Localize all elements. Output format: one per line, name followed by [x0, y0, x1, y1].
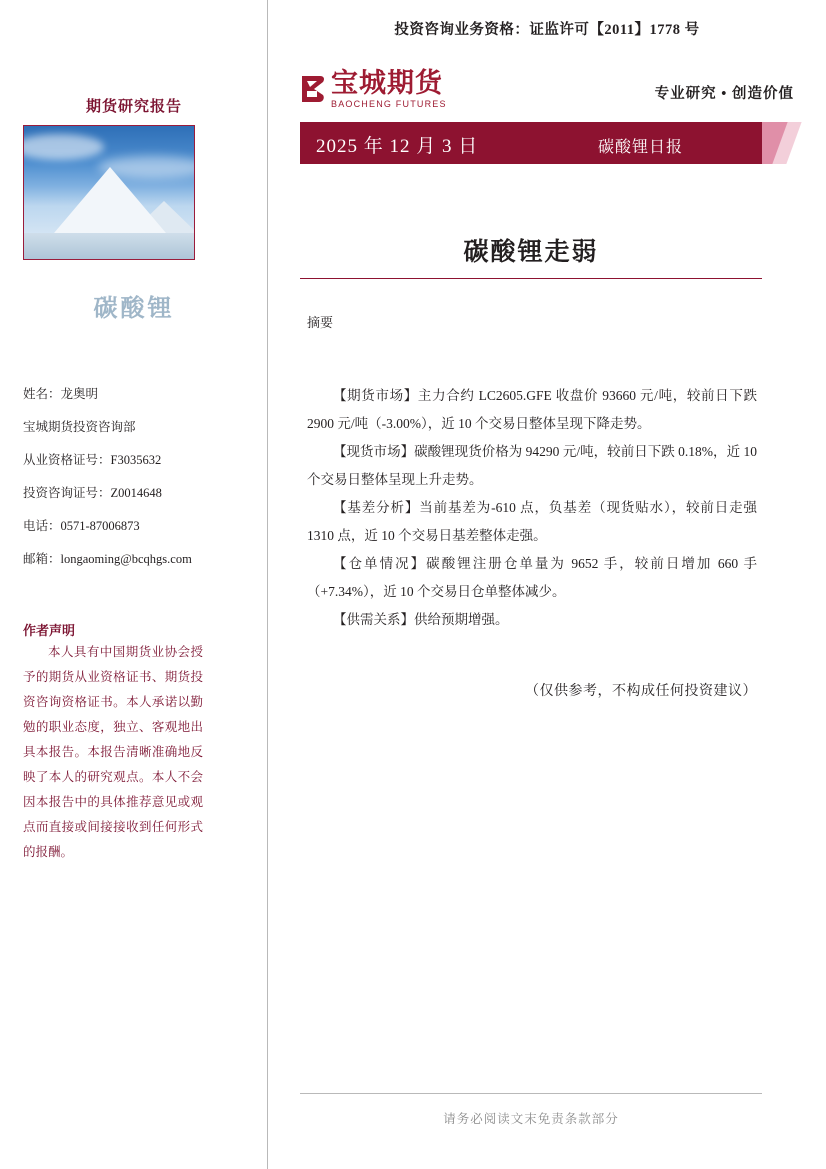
author-department: 宝城期货投资咨询部: [23, 420, 136, 434]
paragraph-futures-market: 【期货市场】主力合约 LC2605.GFE 收盘价 93660 元/吨，较前日下跌 2900 元/吨（-3.00%），近 10 个交易日整体呈现下降走势。: [307, 388, 757, 431]
abstract-body: [307, 382, 757, 634]
brand-row: [300, 68, 794, 114]
abstract-label: 摘要: [307, 315, 334, 330]
paragraph-supply-demand: 【供需关系】供给预期增强。: [333, 612, 509, 627]
company-slogan: 专业研究 • 创造价值: [654, 86, 794, 102]
qualification-line: 投资咨询业务资格：证监许可【2011】1778 号: [394, 22, 700, 38]
logo-text-en: BAOCHENG FUTURES: [331, 99, 447, 109]
author-phone: 电话：0571-87006873: [23, 519, 140, 533]
cloud-shape: [23, 134, 104, 160]
author-info-block: [23, 378, 248, 576]
cover-mountain-image: [23, 125, 195, 260]
banner-date: 2025 年 12 月 3 日: [316, 136, 479, 157]
cover-caption: 碳酸锂: [93, 295, 175, 322]
title-divider: [300, 278, 762, 279]
paragraph-basis-analysis: 【基差分析】当前基差为-610 点，负基差（现货贴水），较前日走强 1310 点，近 10 个交易日基差整体走强。: [307, 500, 757, 543]
mountain-ridge: [24, 233, 195, 259]
author-practice-license: 从业资格证号：F3035632: [23, 453, 162, 467]
baocheng-logo-icon: [300, 74, 326, 104]
paragraph-spot-market: 【现货市场】碳酸锂现货价格为 94290 元/吨，较前日下跌 0.18%，近 10 个交易日整体呈现上升走势。: [307, 444, 757, 487]
sidebar-title: 期货研究报告: [85, 99, 182, 115]
declaration-body: 本人具有中国期货业协会授予的期货从业资格证书、期货投资咨询资格证书。本人承诺以勤勉的职业态度，独立、客观地出具本报告。本报告清晰准确地反映了本人的研究观点。本人不会因本报告中的具体推荐意见或观点而直接或间接接收到任何形式的报酬。: [23, 645, 203, 859]
main-content: [268, 0, 826, 1169]
disclaimer-note: （仅供参考，不构成任何投资建议）: [525, 684, 757, 699]
page-title: 碳酸锂走弱: [463, 239, 599, 266]
footer-text: 请务必阅读文末免责条款部分: [443, 1112, 619, 1126]
footer-divider: [300, 1093, 762, 1094]
logo-text-cn: 宝城期货: [331, 68, 443, 98]
declaration-title: 作者声明: [23, 623, 76, 638]
author-email: 邮箱：longaoming@bcqhgs.com: [23, 552, 192, 566]
company-logo: [300, 68, 447, 109]
sidebar: [0, 0, 268, 1169]
paragraph-warehouse-receipts: 【仓单情况】碳酸锂注册仓单量为 9652 手，较前日增加 660 手（+7.34%），近 10 个交易日仓单整体减少。: [307, 556, 757, 599]
report-banner: [268, 122, 826, 164]
author-name: 姓名：龙奥明: [23, 387, 99, 401]
author-consulting-license: 投资咨询证号：Z0014648: [23, 486, 162, 500]
banner-report-type: 碳酸锂日报: [598, 139, 684, 156]
